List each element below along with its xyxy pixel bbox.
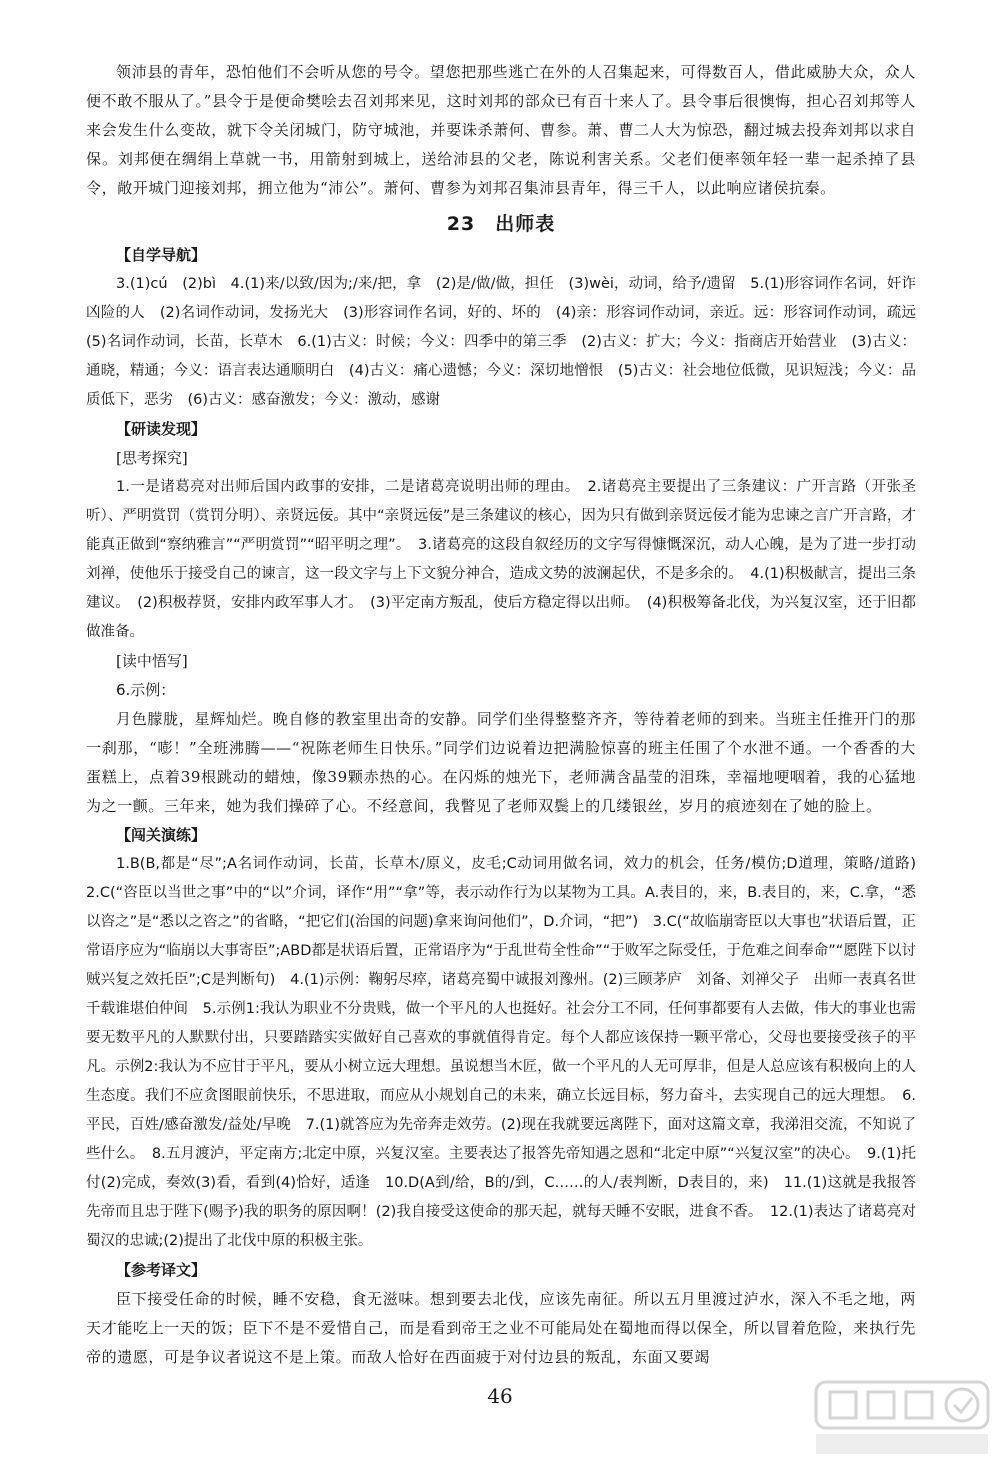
chapter-title: 23 出师表 — [446, 213, 556, 235]
think-explore-subheading: [思考探究] — [116, 449, 188, 467]
example-essay: 月色朦胧，星辉灿烂。晚自修的教室里出奇的安静。同学们坐得整整齐齐，等待着老师的到来。当班主任推开门的那一刹那，“嘭！”全班沸腾——“祝陈老师生日快乐。”同学们边说着边把满脸惊喜的班主任围了个水泄不通。一个香香的大蛋糕上，点着39根跳动的蜡烛，像39颗赤热的心。在闪烁的烛光下，老师满含晶莹的泪珠，幸福地哽咽着，我的心猛地为之一颤。三年来，她为我们操碎了心。不经意间，我瞥见了老师双鬓上的几缕银丝，岁月的痕迹刻在了她的脸上。 — [86, 710, 916, 815]
think-explore-answers: 1.一是诸葛亮对出师后国内政事的安排，二是诸葛亮说明出师的理由。 2.诸葛亮主要提出了三条建议：广开言路（开张圣听）、严明赏罚（赏罚分明）、亲贤远佞。其中“亲贤远佞”是三条建议的核心，因为只有做到亲贤远佞才能为忠谏之言广开言路，才能真正做到“察纳雅言”“严明赏罚”“昭平明之理”。 3.诸葛亮的这段自叙经历的文字写得慷慨深沉，动人心魄，是为了进一步打动刘禅，使他乐于接受自己的谏言，这一段文字与上下文貌分神合，造成文势的波澜起伏，不是多余的。 4.(1)积极献言，提出三条建议。 (2)积极荐贤，安排内政军事人才。 (3)平定南方叛乱，使后方稳定得以出师。 (4)积极筹备北伐，为兴复汉室，还于旧都做准备。 — [86, 479, 916, 640]
read-write-subheading: [读中悟写] — [116, 652, 188, 670]
translation-text: 臣下接受任命的时候，睡不安稳，食无滋味。想到要去北伐，应该先南征。所以五月里渡过泸水，深入不毛之地，两天才能吃上一天的饭；臣下不是不爱惜自己，而是看到帝王之业不可能局处在蜀地而得以保全，所以冒着危险，来执行先帝的遗愿，可是争议者说这不是上策。而敌人恰好在西面疲于对付边县的叛乱，东面又要竭 — [86, 1290, 916, 1366]
example-label: 6.示例： — [116, 681, 176, 699]
page-number: 46 — [487, 1384, 513, 1408]
self-study-answers: 3.(1)cú (2)bì 4.(1)来/以致/因为;/来/把，拿 (2)是/做/做，担任 (3)wèi，动词，给予/遗留 5.(1)形容词作名词，奸诈凶险的人 (2)名词作动词，发扬光大 (3)形容词作名词，好的、坏的 (4)亲：形容词作动词，亲近。远：形容词作动词，疏远 (5)名词作动词，长苗，长草木 6.(1)古义：时候；今义：四季中的第三季 (2)古义：扩大；今义：指商店开始营业 (3)古义：通晓，精通；今义：语言表达通顺明白 (4)古义：痛心遗憾；今义：深切地憎恨 (5)古义：社会地位低微，见识短浅；今义：品质低下，恶劣 (6)古义：感奋激发；今义：激动，感谢 — [86, 276, 931, 408]
self-study-heading: 【自学导航】 — [116, 246, 207, 264]
research-heading: 【研读发现】 — [116, 420, 207, 438]
practice-answers: 1.B(B,都是“尽”;A名词作动词，长苗，长草木/原义，皮毛;C动词用做名词，效力的机会，任务/模仿;D道理，策略/道路) 2.C(“咨臣以当世之事”中的“以”介词，译作“用”“拿”等，表示动作行为以某物为工具。A.表目的，来，B.表目的，来，C.拿，“悉以咨之”是“悉以之咨之”的省略，“把它们(治国的问题)拿来询问他们”，D.介词，“把”) 3.C(“故临崩寄臣以大事也”状语后置，正常语序应为“临崩以大事寄臣”;ABD都是状语后置，正常语序为“于乱世苟全性命”“于败军之际受任，于危难之间奉命”“愿陛下以讨贼兴复之效托臣”;C是判断句) 4.(1)示例：鞠躬尽瘁，诸葛亮蜀中诚报刘豫州。(2)三顾茅庐 刘备、刘禅父子 出师一表真名世 千载谁堪伯仲间 5.示例1:我认为职业不分贵贱，做一个平凡的人也挺好。社会分工不同，任何事都要有人去做，伟大的事业也需要无数平凡的人默默付出，只要踏踏实实做好自己喜欢的事就值得肯定。每个人都应该保持一颗平常心，父母也要接受孩子的平凡。示例2:我认为不应甘于平凡，要从小树立远大理想。虽说想当木匠，做一个平凡的人无可厚非，但是人总应该有积极向上的人生态度。我们不应贪图眼前快乐，不思进取，而应从小规划自己的未来，确立长远目标，努力奋斗，去实现自己的远大理想。 6.平民，百姓/感奋激发/益处/早晚 7.(1)就答应为先帝奔走效劳。(2)现在我就要远离陛下，面对这篇文章，我涕泪交流，不知说了些什么。 8.五月渡泸，平定南方;北定中原，兴复汉室。主要表达了报答先帝知遇之恩和“北定中原”“兴复汉室”的决心。 9.(1)托付(2)完成，奏效(3)看，看到(4)恰好，适逢 10.D(A到/给，B的/到，C……的人/表判断，D表目的，来) 11.(1)这就是我报答先帝而且忠于陛下(赐予)我的职务的原因啊！(2)我自接受这使命的那天起，就每天睡不安眠，进食不香。 12.(1)表达了诸葛亮对蜀汉的忠诚;(2)提出了北伐中原的积极主张。 — [86, 856, 931, 1249]
practice-heading: 【闯关演练】 — [116, 826, 207, 844]
translation-heading: 【参考译文】 — [116, 1261, 207, 1279]
intro-paragraph: 领沛县的青年，恐怕他们不会听从您的号令。望您把那些逃亡在外的人召集起来，可得数百人，借此威胁大众，众人便不敢不服从了。”县令于是便命樊哙去召刘邦来见，这时刘邦的部众已有百十来人了。县令事后很懊悔，担心召刘邦等人来会发生什么变故，就下令关闭城门，防守城池，并要诛杀萧何、曹参。萧、曹二人大为惊恐，翻过城去投奔刘邦以求自保。刘邦便在绸绢上草就一书，用箭射到城上，送给沛县的父老，陈说利害关系。父老们便率领年轻一辈一起杀掉了县令，敞开城门迎接刘邦，拥立他为“沛公”。萧何、曹参为刘邦召集沛县青年，得三千人，以此响应诸侯抗秦。 — [86, 63, 916, 197]
site-watermark-logo — [812, 1378, 992, 1458]
document-page — [86, 58, 931, 1372]
